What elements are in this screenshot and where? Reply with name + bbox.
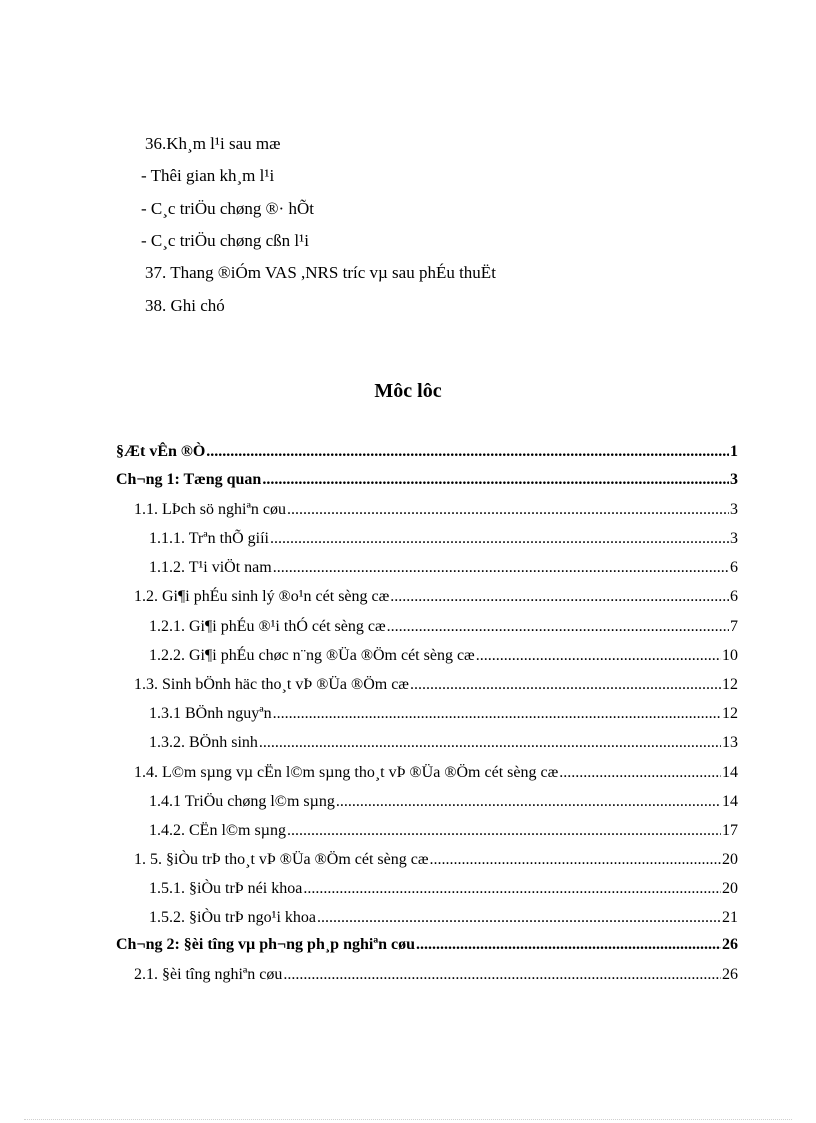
dot-leader bbox=[336, 791, 721, 813]
toc-entry[interactable] bbox=[149, 557, 738, 579]
toc-entry-page: 3 bbox=[730, 530, 738, 547]
toc-entry[interactable] bbox=[149, 907, 738, 929]
toc-entry-page: 3 bbox=[730, 471, 738, 488]
toc-entry[interactable] bbox=[149, 878, 738, 900]
toc-entry-page: 26 bbox=[722, 936, 738, 953]
toc-entry[interactable] bbox=[149, 703, 738, 725]
toc-entry-label: 1.1.1. Trªn thÕ giíi bbox=[149, 530, 269, 547]
notes-item: 38. Ghi chó bbox=[145, 296, 225, 315]
toc-entry[interactable] bbox=[134, 849, 738, 871]
dot-leader bbox=[283, 964, 721, 986]
toc-entry[interactable] bbox=[149, 732, 738, 754]
toc-entry-page: 7 bbox=[730, 618, 738, 635]
notes-item: 36.Kh¸m l¹i sau mæ bbox=[145, 134, 281, 153]
dot-leader bbox=[559, 762, 721, 784]
dot-leader bbox=[303, 878, 721, 900]
dot-leader bbox=[390, 586, 729, 608]
toc-entry-label: 1.2.2. Gi¶i phÉu chøc n¨ng ®Üa ®Öm cét sèng cæ bbox=[149, 647, 475, 664]
toc-entry-label: 1.2.1. Gi¶i phÉu ®¹i thÓ cét sèng cæ bbox=[149, 618, 386, 635]
notes-item: - Thêi gian kh¸m l¹i bbox=[141, 166, 275, 185]
toc-entry-label: Ch¬ng 2: §èi tîng vµ ph¬ng ph¸p nghiªn cøu bbox=[116, 936, 416, 953]
notes-item: - C¸c triÖu chøng cßn l¹i bbox=[141, 231, 309, 250]
toc-entry-page: 13 bbox=[722, 734, 738, 751]
toc-entry-page: 14 bbox=[722, 793, 738, 810]
toc-entry-page: 21 bbox=[722, 909, 738, 926]
toc-entry[interactable] bbox=[149, 528, 738, 550]
toc-entry-page: 17 bbox=[722, 822, 738, 839]
toc-entry[interactable] bbox=[134, 762, 738, 784]
notes-item: 37. Thang ®iÓm VAS ,NRS tríc vµ sau phÉu thuËt bbox=[145, 263, 496, 282]
toc-entry-page: 6 bbox=[730, 559, 738, 576]
toc-entry-label: Ch¬ng 1: Tæng quan bbox=[116, 471, 262, 488]
toc-entry-page: 12 bbox=[722, 705, 738, 722]
dot-leader bbox=[410, 674, 721, 696]
dot-leader bbox=[259, 732, 721, 754]
dot-leader bbox=[273, 557, 729, 579]
dot-leader bbox=[270, 528, 729, 550]
toc-entry[interactable] bbox=[149, 820, 738, 842]
toc-entry-page: 6 bbox=[730, 588, 738, 605]
dot-leader bbox=[387, 616, 729, 638]
toc-entry[interactable] bbox=[116, 469, 738, 491]
toc-entry-label: 2.1. §èi tîng nghiªn cøu bbox=[134, 966, 283, 983]
toc-entry-page: 20 bbox=[722, 851, 738, 868]
page-bottom-divider bbox=[24, 1119, 792, 1120]
toc-entry-label: 1.2. Gi¶i phÉu sinh lý ®o¹n cét sèng cæ bbox=[134, 588, 390, 605]
toc-entry-label: 1.4.1 TriÖu chøng l©m sµng bbox=[149, 793, 335, 810]
toc-entry-label: 1.1.2. T¹i viÖt nam bbox=[149, 559, 272, 576]
toc-entry[interactable] bbox=[149, 616, 738, 638]
dot-leader bbox=[416, 934, 721, 956]
toc-entry-label: 1.3.2. BÖnh sinh bbox=[149, 734, 258, 751]
toc-entry-label: 1.4.2. CËn l©m sµng bbox=[149, 822, 286, 839]
toc-entry-page: 10 bbox=[722, 647, 738, 664]
toc-entry[interactable] bbox=[134, 586, 738, 608]
dot-leader bbox=[273, 703, 721, 725]
toc-entry[interactable] bbox=[116, 934, 738, 956]
toc-entry-label: 1.4. L©m sµng vµ cËn l©m sµng tho¸t vÞ ®Üa ®Öm cét sèng cæ bbox=[134, 764, 559, 781]
dot-leader bbox=[476, 645, 721, 667]
toc-entry-page: 3 bbox=[730, 501, 738, 518]
dot-leader bbox=[287, 820, 721, 842]
toc-entry[interactable] bbox=[149, 791, 738, 813]
toc-entry-page: 20 bbox=[722, 880, 738, 897]
toc-entry-page: 12 bbox=[722, 676, 738, 693]
toc-entry[interactable] bbox=[116, 441, 738, 463]
dot-leader bbox=[206, 441, 729, 463]
dot-leader bbox=[262, 469, 729, 491]
toc-entry-label: 1.5.1. §iÒu trÞ néi khoa bbox=[149, 880, 303, 897]
toc-entry-page: 14 bbox=[722, 764, 738, 781]
toc-entry-label: 1.1. LÞch sö nghiªn cøu bbox=[134, 501, 286, 518]
dot-leader bbox=[287, 499, 729, 521]
toc-entry-label: 1.3. Sinh bÖnh häc tho¸t vÞ ®Üa ®Öm cæ bbox=[134, 676, 409, 693]
toc-entry-label: 1.5.2. §iÒu trÞ ngo¹i khoa bbox=[149, 909, 317, 926]
toc-entry[interactable] bbox=[134, 964, 738, 986]
dot-leader bbox=[430, 849, 721, 871]
toc-entry[interactable] bbox=[134, 499, 738, 521]
toc-entry-page: 26 bbox=[722, 966, 738, 983]
toc-title: Môc lôc bbox=[374, 380, 442, 402]
toc-entry[interactable] bbox=[149, 645, 738, 667]
toc-entry-page: 1 bbox=[730, 443, 738, 460]
toc-entry-label: 1.3.1 BÖnh nguyªn bbox=[149, 705, 272, 722]
toc-entry-label: §Æt vÊn ®Ò bbox=[116, 443, 206, 460]
toc-entry-label: 1. 5. §iÒu trÞ tho¸t vÞ ®Üa ®Öm cét sèng cæ bbox=[134, 851, 429, 868]
toc-entry[interactable] bbox=[134, 674, 738, 696]
dot-leader bbox=[317, 907, 721, 929]
notes-item: - C¸c triÖu chøng ®· hÕt bbox=[141, 199, 314, 218]
